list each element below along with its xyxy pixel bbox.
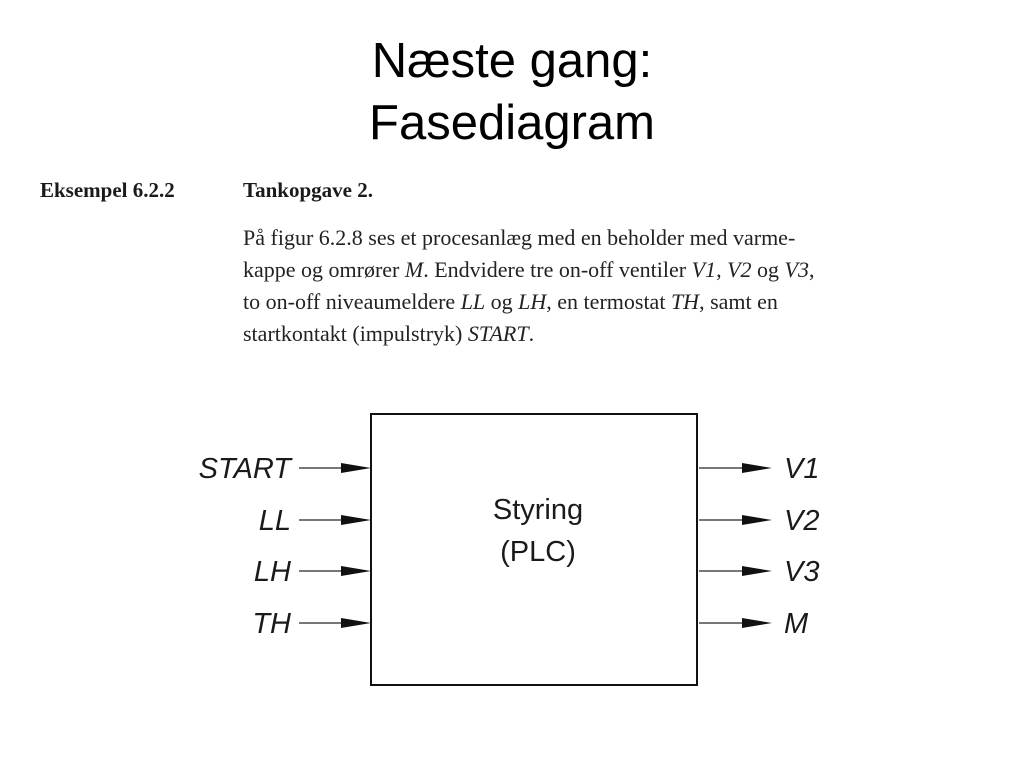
input-label-start: START: [198, 453, 291, 485]
input-ll-arrowhead: [341, 515, 371, 525]
output-label-m: M: [784, 608, 809, 640]
input-lh-arrowhead: [341, 566, 371, 576]
output-label-v3: V3: [784, 556, 820, 588]
plc-box-label-line-2: (PLC): [500, 536, 576, 568]
example-heading: Tankopgave 2.: [243, 178, 373, 202]
input-th-arrowhead: [341, 618, 371, 628]
slide-title-line-1: Næste gang:: [371, 34, 653, 88]
input-label-lh: LH: [253, 556, 291, 588]
input-start-arrowhead: [341, 463, 371, 473]
output-m-arrowhead: [742, 618, 772, 628]
example-number: Eksempel 6.2.2: [40, 178, 175, 202]
plc-box-label-line-1: Styring: [492, 494, 584, 526]
output-label-v1: V1: [784, 453, 820, 485]
output-signals: [699, 453, 819, 640]
paragraph-line-2: kappe og omrører M. Endvidere tre on-off ventiler V1, V2 og V3,: [243, 257, 815, 282]
output-v3-arrowhead: [742, 566, 772, 576]
input-label-ll: LL: [258, 505, 291, 537]
output-label-v2: V2: [784, 505, 820, 537]
slide-title-line-2: Fasediagram: [369, 96, 655, 150]
output-v1-arrowhead: [742, 463, 772, 473]
paragraph-line-4: startkontakt (impulstryk) START.: [243, 321, 535, 346]
input-signals: [199, 453, 371, 640]
paragraph-line-3: to on-off niveaumeldere LL og LH, en termostat TH, samt en: [243, 289, 778, 314]
input-label-th: TH: [252, 608, 291, 640]
output-v2-arrowhead: [742, 515, 772, 525]
paragraph-line-1: På figur 6.2.8 ses et procesanlæg med en beholder med varme-: [243, 225, 796, 250]
